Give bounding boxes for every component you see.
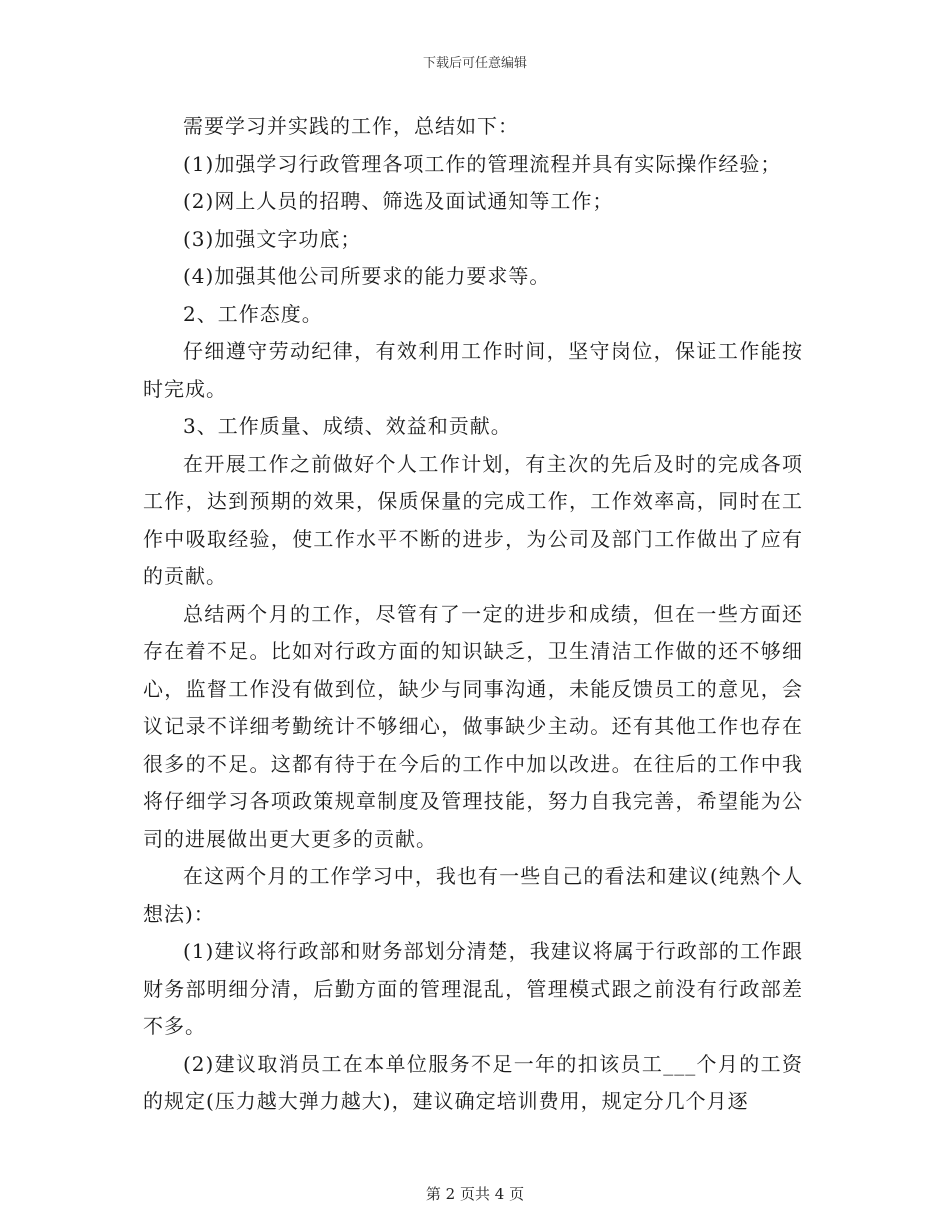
paragraph: (2)建议取消员工在本单位服务不足一年的扣该员工___个月的工资的规定(压力越大弹力越大)，建议确定培训费用，规定分几个月逐	[143, 1051, 803, 1113]
page-header: 下载后可任意编辑	[422, 56, 527, 71]
paragraph: 总结两个月的工作，尽管有了一定的进步和成绩，但在一些方面还存在着不足。比如对行政方面的知识缺乏，卫生清洁工作做的还不够细心，监督工作没有做到位，缺少与同事沟通，未能反馈员工的意见，会议记录不详细考勤统计不够细心，做事缺少主动。还有其他工作也存在很多的不足。这都有待于在今后的工作中加以改进。在往后的工作中我将仔细学习各项政策规章制度及管理技能，努力自我完善，希望能为公司的进展做出更大更多的贡献。	[143, 601, 803, 851]
paragraph: (3)加强文字功底；	[183, 226, 362, 251]
paragraph: 在开展工作之前做好个人工作计划，有主次的先后及时的完成各项工作，达到预期的效果，保质保量的完成工作，工作效率高，同时在工作中吸取经验，使工作水平不断的进步，为公司及部门工作做出了应有的贡献。	[143, 451, 803, 588]
document-body	[143, 108, 803, 1121]
paragraph: 在这两个月的工作学习中，我也有一些自己的看法和建议(纯熟个人想法)：	[143, 864, 803, 926]
paragraph: (1)建议将行政部和财务部划分清楚，我建议将属于行政部的工作跟财务部明细分清，后勤方面的管理混乱，管理模式跟之前没有行政部差不多。	[143, 939, 803, 1038]
paragraph: 需要学习并实践的工作，总结如下：	[183, 114, 519, 138]
page-number: 第 2 页共 4 页	[425, 1185, 525, 1203]
paragraph: (1)加强学习行政管理各项工作的管理流程并具有实际操作经验；	[183, 151, 782, 176]
section-heading: 3、工作质量、成绩、效益和贡献。	[183, 414, 512, 438]
paragraph: (2)网上人员的招聘、筛选及面试通知等工作；	[183, 189, 614, 213]
paragraph: 仔细遵守劳动纪律，有效利用工作时间，坚守岗位，保证工作能按时完成。	[143, 339, 803, 401]
section-heading: 2、工作态度。	[183, 301, 323, 326]
paragraph: (4)加强其他公司所要求的能力要求等。	[183, 264, 551, 288]
